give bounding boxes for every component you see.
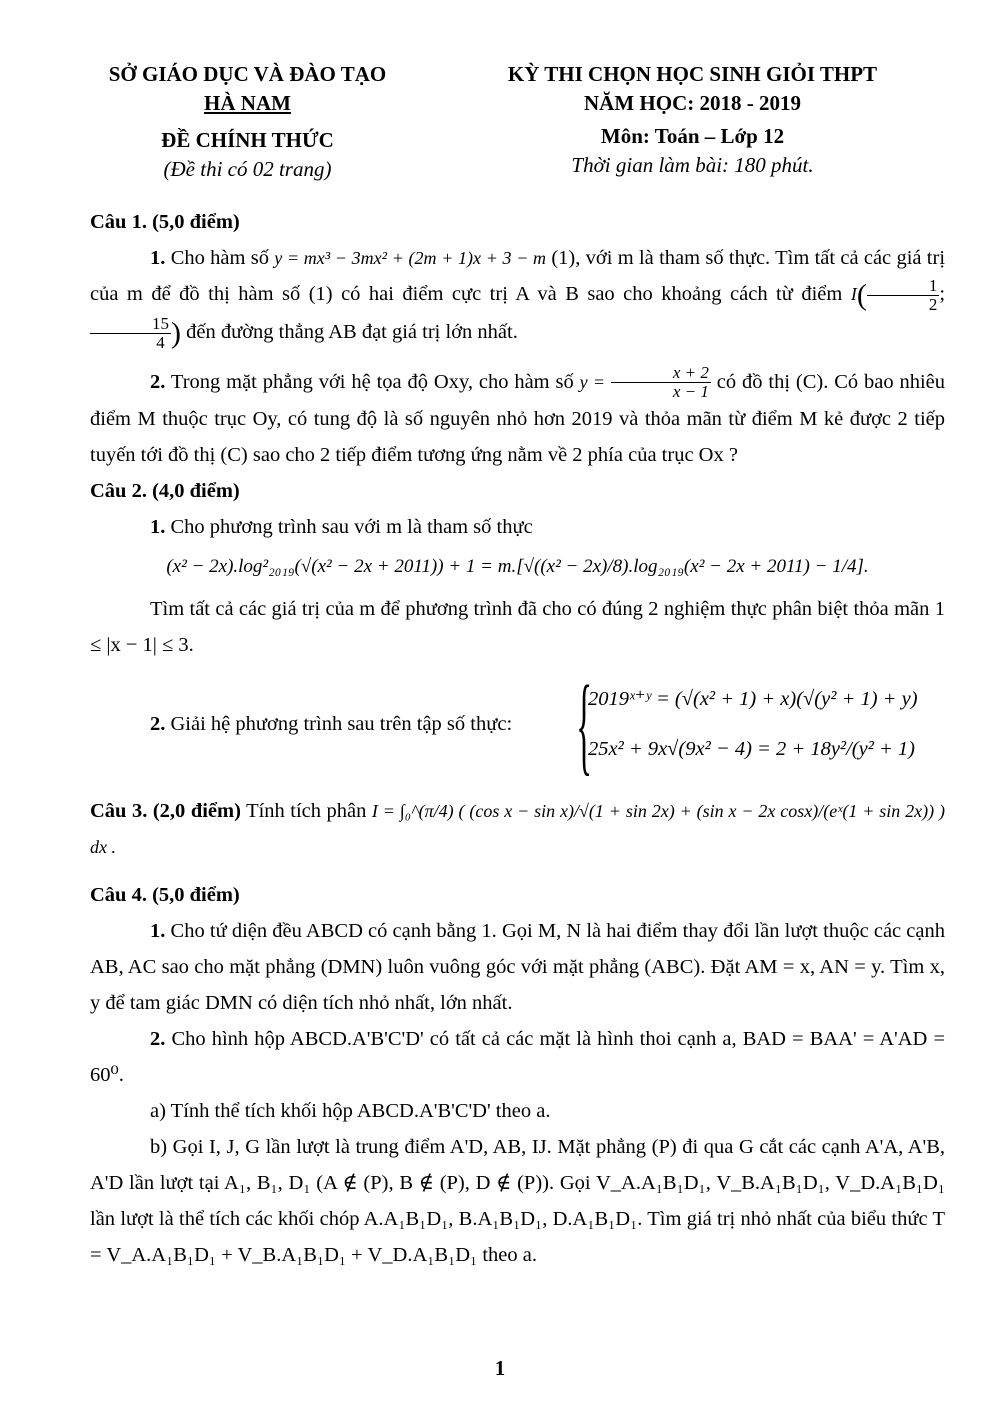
text: (1), với m là tham số thực. Tìm tất cả các giá trị của m để đồ thị hàm số (1) có hai điểm cực trị A và B sao cho khoảng cách từ điểm xyxy=(90,247,946,305)
question-1-part-1: 1. Cho hàm số y = mx³ − 3mx² + (2m + 1)x + 3 − m (1), với m là tham số thực. Tìm tất cả các giá trị của m để đồ thị hàm số (1) có hai điểm cực trị A và B sao cho khoảng cách từ điểm I( $\frac{1}{2}$ ; $\frac{15}{4}$ ) đến đường thẳng AB đạt giá trị lớn nhất. xyxy=(90,247,946,352)
part-number: 1. xyxy=(150,920,166,943)
part-number: 1. xyxy=(150,516,166,539)
question-2-part-2 xyxy=(90,706,570,742)
part-number: 1. xyxy=(150,247,166,269)
system-brace: { xyxy=(576,663,593,786)
time-allowed: Thời gian làm bài: 180 phút. xyxy=(571,153,814,177)
page-number: 1 xyxy=(494,1356,506,1380)
question-3 xyxy=(90,793,945,865)
text: Cho hình hộp ABCD.A'B'C'D' có tất cả các mặt là hình thoi cạnh a, BAD = BAA' = A'AD = 60⁰. xyxy=(90,1028,945,1087)
question-2-part-1-text: Tìm tất cả các giá trị của m để phương trình đã cho có đúng 2 nghiệm thực phân biệt thỏa mãn 1 ≤ |x − 1| ≤ 3. xyxy=(90,598,945,657)
question-4-part-2b: b) Gọi I, J, G lần lượt là trung điểm A'D, AB, IJ. Mặt phẳng (P) đi qua G cắt các cạnh A'A, A'B, A'D lần lượt tại A₁, B₁, D₁ (A ∉ (P), B ∉ (P), D ∉ (P)). Gọi V_A.A₁B₁D₁, V_B.A₁B₁D₁, V_D.A₁B₁D₁ lần lượt là thể tích các khối chóp A.A₁B₁D₁, B.A₁B₁D₁, D.A₁B₁D₁. Tìm giá trị nhỏ nhất của biểu thức T = V_A.A₁B₁D₁ + V_B.A₁B₁D₁ + V_D.A₁B₁D₁ theo a. xyxy=(90,1136,945,1267)
part-number: 2. xyxy=(150,713,166,736)
question-3-title: Câu 3. (2,0 điểm) xyxy=(90,800,241,823)
subject: Môn: Toán – Lớp 12 xyxy=(600,124,785,148)
school-year: NĂM HỌC: 2018 - 2019 xyxy=(584,91,801,115)
system-equation-1: 2019ˣ⁺ʸ = (√(x² + 1) + x)(√(y² + 1) + y) xyxy=(588,688,918,711)
point-label: I xyxy=(850,284,857,304)
text: đến đường thẳng AB đạt giá trị lớn nhất. xyxy=(186,320,518,343)
text: có đồ thị (C). Có bao nhiêu điểm M thuộc trục Oy, có tung độ là số nguyên nhỏ hơn 2019 và thỏa mãn từ điểm M kẻ được 2 tiếp tuyến tới đồ thị (C) sao cho 2 tiếp điểm tương ứng nằm về 2 phía của trục Ox ? xyxy=(90,370,946,467)
text: Cho tứ diện đều ABCD có cạnh bằng 1. Gọi M, N là hai điểm thay đổi lần lượt thuộc các cạnh AB, AC sao cho mặt phẳng (DMN) luôn vuông góc với mặt phẳng (ABC). Đặt AM = x, AN = y. Tìm x, y để tam giác DMN có diện tích nhỏ nhất, lớn nhất. xyxy=(90,920,946,1015)
equation: (x² − 2x).log²₂₀₁₉(√(x² − 2x + 2011)) + 1 = m.[√((x² − 2x)/8).log₂₀₁₉(x² − 2x + 2011) − 1/4]. xyxy=(166,556,869,578)
province-name: HÀ NAM xyxy=(204,91,291,115)
question-2-part-1 xyxy=(90,509,945,545)
official-label: ĐỀ CHÍNH THỨC xyxy=(161,128,334,152)
question-4-part-2 xyxy=(90,1021,945,1093)
system-equation-2: 25x² + 9x√(9x² − 4) = 2 + 18y²/(y² + 1) xyxy=(588,738,915,761)
integral: I = ∫₀^(π/4) ( (cos x − sin x)/√(1 + sin 2x) + (sin x − 2x cosx)/(eˣ(1 + sin 2x)) ) dx . xyxy=(90,801,945,858)
fraction: $\frac{1}{2}$ xyxy=(867,277,940,314)
text: Tính tích phân xyxy=(246,800,367,823)
text: Cho phương trình sau với m là tham số thực xyxy=(170,516,533,539)
question-4-title: Câu 4. (5,0 điểm) xyxy=(90,884,240,907)
function-formula: y = mx³ − 3mx² + (2m + 1)x + 3 − m xyxy=(274,248,547,268)
question-1-title: Câu 1. (5,0 điểm) xyxy=(90,211,240,233)
part-number: 2. xyxy=(150,1028,166,1051)
text: Cho hàm số xyxy=(170,247,269,269)
question-1-part-2 xyxy=(90,364,945,474)
question-4-part-2a: a) Tính thể tích khối hộp ABCD.A'B'C'D' theo a. xyxy=(150,1100,551,1123)
part-number: 2. xyxy=(150,370,166,393)
equation-system xyxy=(588,674,918,774)
department-name: SỞ GIÁO DỤC VÀ ĐÀO TẠO xyxy=(108,62,387,86)
page-count-note: (Đề thi có 02 trang) xyxy=(163,157,332,181)
equation-system-block xyxy=(90,663,945,786)
header-right xyxy=(455,60,930,180)
question-4-part-1 xyxy=(90,913,945,1021)
text: Trong mặt phẳng với hệ tọa độ Oxy, cho hàm số xyxy=(170,370,574,393)
fraction: $\frac{15}{4}$ xyxy=(90,315,171,352)
exam-body xyxy=(90,204,945,1273)
exam-title: KỲ THI CHỌN HỌC SINH GIỎI THPT xyxy=(507,62,878,86)
function-label: y = xyxy=(579,371,605,392)
fraction: $\frac{x + 2}{x - 1}$ xyxy=(611,364,711,401)
question-2-title: Câu 2. (4,0 điểm) xyxy=(90,480,240,503)
text: Giải hệ phương trình sau trên tập số thực: xyxy=(170,713,513,736)
header-left xyxy=(70,60,425,184)
